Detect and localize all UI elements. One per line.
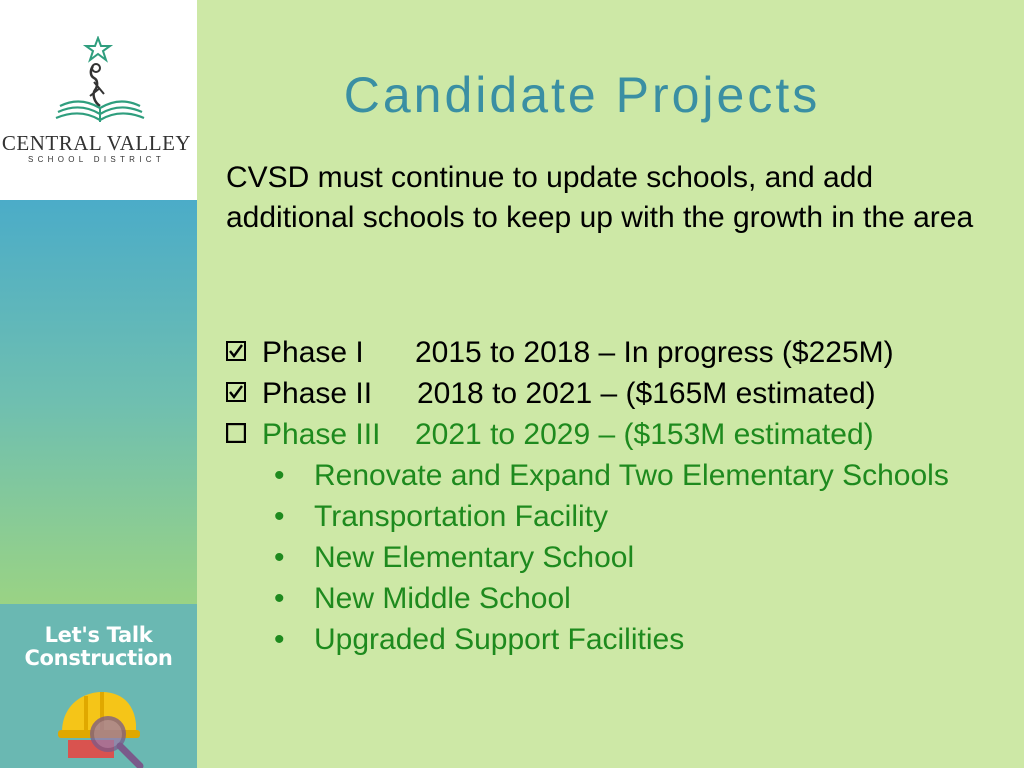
phase-detail: 2018 to 2021 – ($165M estimated) xyxy=(417,377,876,410)
district-name: CENTRAL VALLEY xyxy=(1,131,192,155)
phase-list xyxy=(226,332,1006,455)
slide-title: Candidate Projects xyxy=(343,67,821,123)
sidebar-gradient xyxy=(0,200,197,604)
phase-row-3 xyxy=(226,414,1006,455)
campaign-title-line2: Construction xyxy=(24,646,173,670)
list-item xyxy=(274,496,974,537)
phase3-project-list xyxy=(274,455,974,660)
campaign-title-line1: Let's Talk xyxy=(44,623,153,647)
intro-text: CVSD must continue to update schools, and add additional schools to keep up with the growth in the area xyxy=(226,161,974,234)
bullet-dot: • xyxy=(274,500,285,533)
hardhat-icon xyxy=(56,684,148,768)
district-logo xyxy=(0,0,197,200)
phase-detail: 2021 to 2029 – ($153M estimated) xyxy=(415,418,874,451)
phase-name: Phase III xyxy=(262,418,381,451)
bullet-dot: • xyxy=(274,459,285,492)
phase-detail: 2015 to 2018 – In progress ($225M) xyxy=(415,336,894,369)
phase-row-2 xyxy=(226,373,1006,414)
list-item xyxy=(274,619,974,660)
project-label: Upgraded Support Facilities xyxy=(314,623,685,656)
sidebar xyxy=(0,0,197,768)
project-label: Renovate and Expand Two Elementary Schools xyxy=(314,459,949,492)
checked-box-icon xyxy=(226,382,246,402)
list-item xyxy=(274,455,974,496)
bullet-dot: • xyxy=(274,582,285,615)
empty-box-icon xyxy=(226,423,246,443)
project-label: New Elementary School xyxy=(314,541,635,574)
checked-box-icon xyxy=(226,341,246,361)
list-item xyxy=(274,537,974,578)
phase-name: Phase I xyxy=(262,336,364,369)
district-logo-icon xyxy=(50,36,150,128)
list-item xyxy=(274,578,974,619)
project-label: New Middle School xyxy=(314,582,571,615)
campaign-title xyxy=(0,624,197,670)
bullet-dot: • xyxy=(274,623,285,656)
phase-name: Phase II xyxy=(262,377,373,410)
district-subtitle: SCHOOL DISTRICT xyxy=(27,155,166,164)
bullet-dot: • xyxy=(274,541,285,574)
phase-row-1 xyxy=(226,332,1006,373)
project-label: Transportation Facility xyxy=(314,500,608,533)
campaign-badge xyxy=(0,604,197,768)
